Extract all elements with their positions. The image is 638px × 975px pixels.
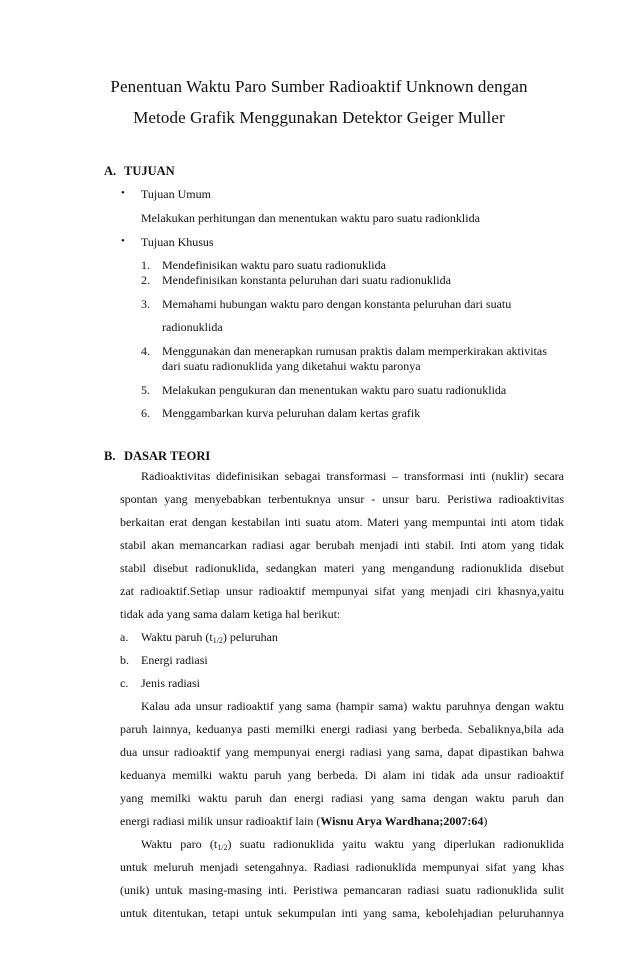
list-item: Energi radiasi	[141, 653, 208, 667]
paragraph-line: keduanya memilki waktu paruh yang berbeda. Di alam ini tidak ada unsur radioaktif	[120, 768, 564, 782]
list-number: 4.	[141, 344, 150, 358]
bullet-icon: •	[121, 187, 125, 199]
section-title: TUJUAN	[124, 164, 175, 178]
list-item	[141, 630, 278, 645]
list-item: Menggunakan dan menerapkan rumusan praktis dalam memperkirakan aktivitas	[162, 344, 547, 358]
section-number: B.	[104, 449, 116, 463]
paragraph-line: yang memilki waktu paruh dan energi radiasi yang sama dengan waktu paruh dan	[120, 791, 564, 805]
section-a-heading	[104, 164, 175, 179]
paragraph-line: tidak ada yang sama dalam ketiga hal berikut:	[120, 607, 341, 621]
paragraph-line: paruh lainnya, keduanya pasti memilki energi radiasi yang berbeda. Sebaliknya,bila ada	[120, 722, 564, 736]
paragraph-line: berkaitan erat dengan kestabilan inti suatu atom. Materi yang mempuntai inti atom tidak	[120, 515, 564, 529]
list-item-continuation: radionuklida	[162, 320, 223, 334]
paragraph-text: )	[483, 814, 488, 828]
paragraph-line: untuk ditentukan, tetapi untuk sekumpulan inti yang sama, kebolehjadian peluruhannya	[120, 906, 564, 920]
list-number: 3.	[141, 297, 150, 311]
subscript: 1/2	[217, 843, 228, 852]
paragraph-line: stabil disebut radionuklida, sedangkan materi yang mengandung radionuklida disebut	[120, 561, 564, 575]
section-number: A.	[104, 164, 117, 178]
paragraph-line: untuk meluruh menjadi setengahnya. Radiasi radionuklida mempunyai sifat yang khas	[120, 860, 564, 874]
general-objective-text: Melakukan perhitungan dan menentukan waktu paro suatu radionklida	[141, 211, 480, 225]
list-item: Menggambarkan kurva peluruhan dalam kertas grafik	[162, 406, 421, 420]
list-item-text-after: ) peluruhan	[222, 630, 278, 644]
paragraph-line: zat radioaktif.Setiap unsur radioaktif mempunyai sifat yang menjadi ciri khasnya,yaitu	[120, 584, 564, 598]
list-letter: c.	[120, 676, 129, 690]
paragraph-line-with-citation	[120, 814, 487, 829]
paragraph-line-with-subscript	[141, 837, 564, 852]
list-item: Mendefinisikan waktu paro suatu radionuklida	[162, 258, 386, 272]
bullet-label-specific: Tujuan Khusus	[141, 235, 214, 249]
paragraph-text: energi radiasi milik unsur radioaktif lain (	[120, 814, 321, 828]
list-item-continuation: dari suatu radionuklida yang diketahui waktu paronya	[162, 359, 421, 373]
list-item: Melakukan pengukuran dan menentukan waktu paro suatu radionuklida	[162, 383, 507, 397]
paragraph-line: Kalau ada unsur radioaktif yang sama (hampir sama) waktu paruhnya dengan waktu	[141, 699, 564, 713]
bullet-icon: •	[121, 235, 125, 247]
paragraph-line: spontan yang menyebabkan terbentuknya unsur - unsur baru. Peristiwa radioaktivitas	[120, 492, 564, 506]
document-title-line-1: Penentuan Waktu Paro Sumber Radioaktif Unknown dengan	[110, 77, 528, 96]
list-letter: b.	[120, 653, 129, 667]
paragraph-line: Radioaktivitas didefinisikan sebagai transformasi – transformasi inti (nuklir) secara	[141, 469, 564, 483]
bullet-label-general: Tujuan Umum	[141, 187, 211, 201]
document-title-line-2: Metode Grafik Menggunakan Detektor Geiger Muller	[133, 108, 505, 127]
list-item: Mendefinisikan konstanta peluruhan dari suatu radionuklida	[162, 273, 451, 287]
list-item-text: Waktu paruh (t	[141, 630, 213, 644]
list-number: 5.	[141, 383, 150, 397]
paragraph-line: dua unsur radioaktif yang mempunyai energi radiasi yang sama, dapat dipastikan bahwa	[120, 745, 564, 759]
subscript: 1/2	[212, 636, 223, 645]
list-number: 2.	[141, 273, 150, 287]
list-item: Memahami hubungan waktu paro dengan konstanta peluruhan dari suatu	[162, 297, 512, 311]
section-title: DASAR TEORI	[124, 449, 211, 463]
list-item: Jenis radiasi	[141, 676, 200, 690]
paragraph-line: (unik) untuk masing-masing inti. Peristiwa pemancaran radiasi suatu radionuklida sulit	[120, 883, 564, 897]
paragraph-text: ) suatu radionuklida yaitu waktu yang diperlukan radionuklida	[227, 837, 564, 851]
list-number: 6.	[141, 406, 150, 420]
list-letter: a.	[120, 630, 129, 644]
paragraph-line: stabil akan memancarkan radiasi agar berubah menjadi inti stabil. Inti atom yang tidak	[120, 538, 564, 552]
list-number: 1.	[141, 258, 150, 272]
paragraph-text: Waktu paro (t	[141, 837, 218, 851]
section-b-heading	[104, 449, 210, 464]
citation: Wisnu Arya Wardhana;2007:64	[320, 814, 484, 828]
